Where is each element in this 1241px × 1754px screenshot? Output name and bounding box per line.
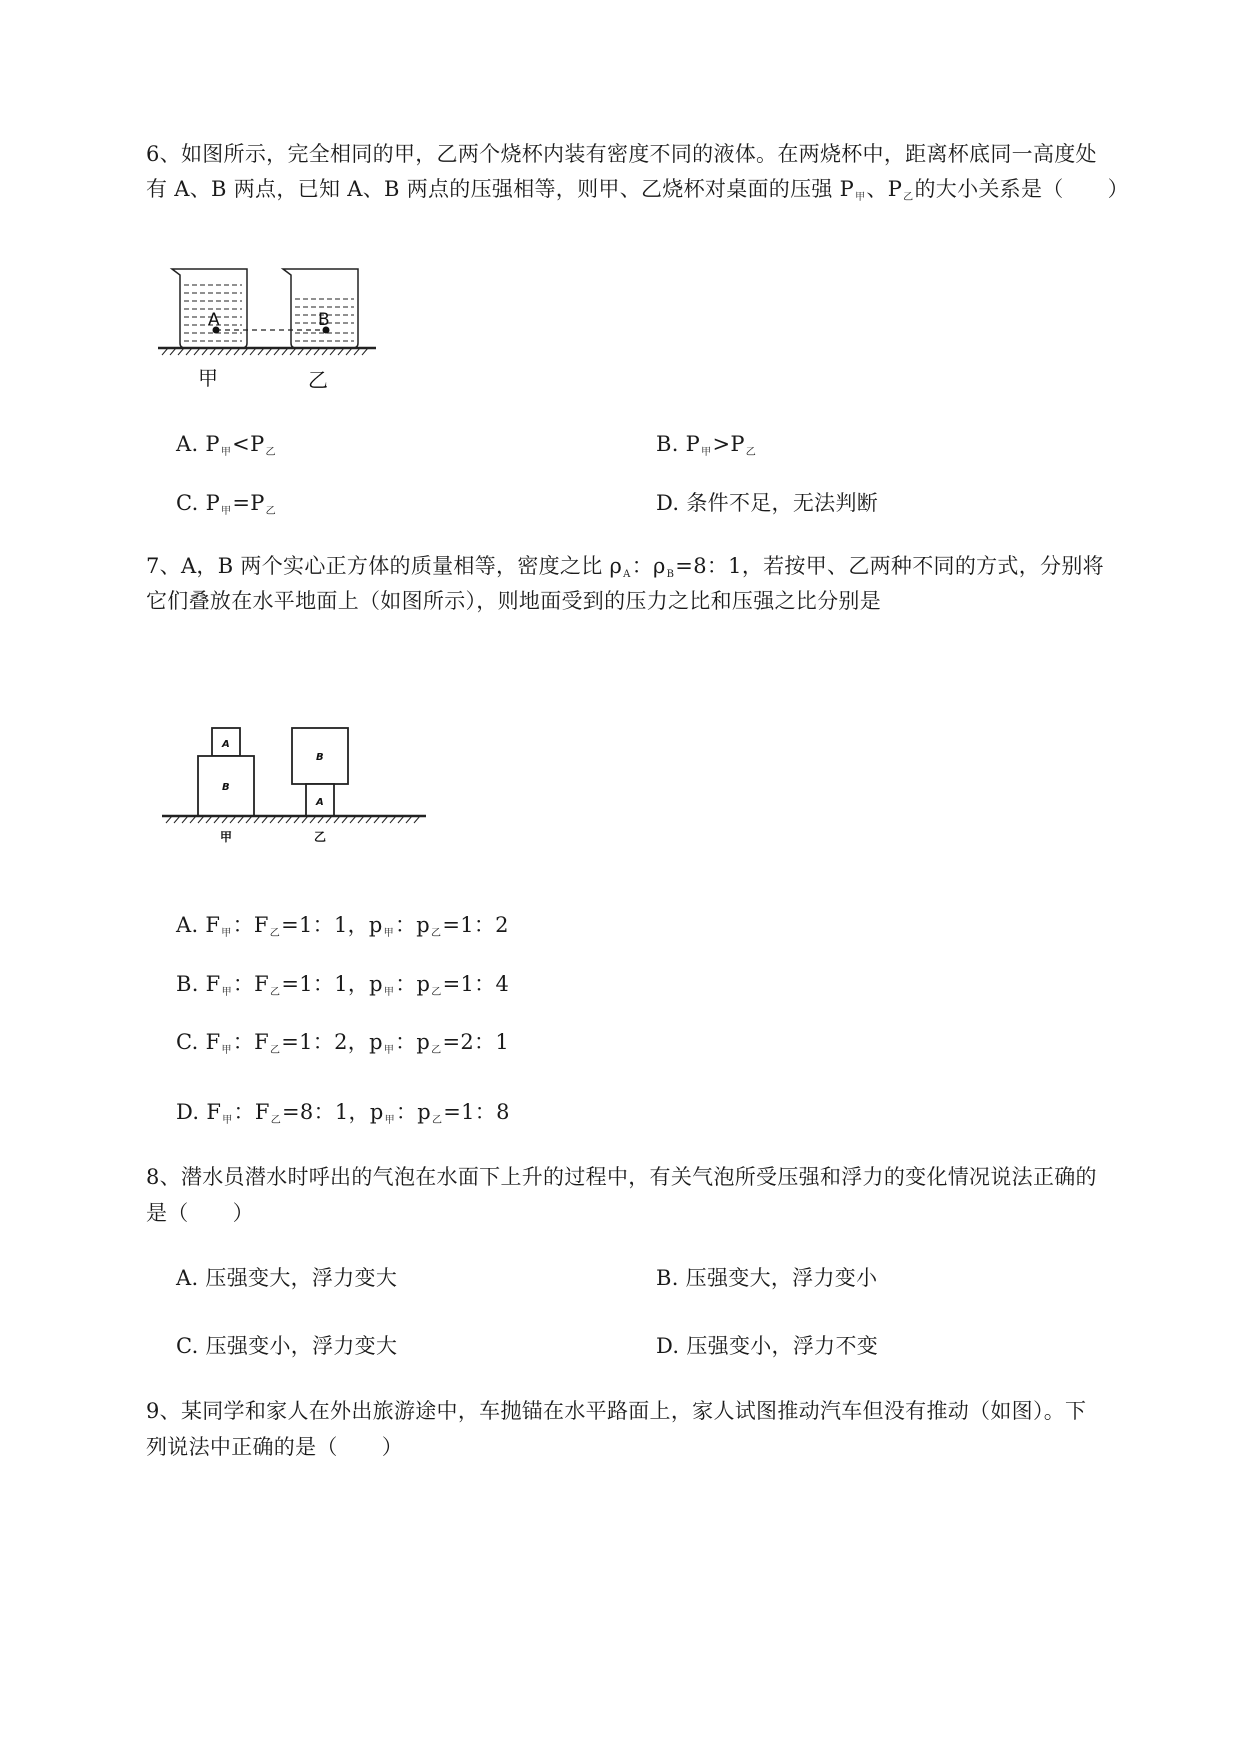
q6-option-d[interactable]: D. 条件不足，无法判断 — [656, 491, 879, 515]
q7-stem-line2: 它们叠放在水平地面上（如图所示），则地面受到的压力之比和压强之比分别是 — [146, 589, 881, 613]
q7-fig-jia-label-b: B — [222, 782, 230, 793]
q7-option-c-sub3: 甲 — [383, 1045, 395, 1056]
q7-stem-text: 7、A，B 两个实心正方体的质量相等，密度之比 ρ — [146, 554, 623, 578]
q7-option-b-colon-f: ：F — [232, 972, 270, 996]
q7-option-d-letter: D. F — [176, 1100, 222, 1124]
q6-option-a[interactable] — [176, 432, 277, 465]
q7-fig-label-jia: 甲 — [220, 830, 233, 844]
q6-stem-line1: 6、如图所示，完全相同的甲，乙两个烧杯内装有密度不同的液体。在两烧杯中，距离杯底同一高度处 — [146, 142, 1097, 166]
q6-stem-line2 — [146, 177, 1156, 210]
q7-sub-a: A — [623, 569, 631, 580]
q8-stem-line2 — [146, 1201, 1156, 1225]
q7-option-d-sub2: 乙 — [270, 1115, 282, 1126]
q6-option-b-sub-yi: 乙 — [745, 447, 757, 458]
q7-option-c-sub2: 乙 — [269, 1045, 281, 1056]
q7-option-d-colon-p: ：p — [395, 1100, 431, 1124]
q7-option-b-colon-p: ：p — [395, 972, 431, 996]
q6-option-c-prefix: C. P — [176, 491, 220, 515]
q7-fig-yi-label-a: A — [316, 797, 324, 808]
q8-option-b[interactable]: B. 压强变大，浮力变小 — [656, 1266, 878, 1290]
q6-close-bracket: ） — [1107, 177, 1129, 201]
q6-option-c-sub-jia: 甲 — [221, 506, 232, 517]
q7-fig-jia-label-a: A — [222, 739, 230, 750]
q7-option-a-colon-p: ：p — [394, 913, 431, 937]
q7-option-d-sub1: 甲 — [222, 1115, 233, 1126]
q6-option-c-mid: =P — [232, 491, 265, 515]
q6-beaker-figure — [150, 255, 390, 395]
q9-stem-line2 — [146, 1435, 1156, 1459]
q7-option-b-sub1: 甲 — [221, 987, 232, 998]
q8-option-a[interactable]: A. 压强变大，浮力变大 — [176, 1266, 398, 1290]
q6-option-a-sub-jia: 甲 — [220, 447, 232, 458]
q7-option-d-sub4: 乙 — [431, 1115, 443, 1126]
q6-option-c-sub-yi: 乙 — [265, 506, 276, 517]
q7-option-a-sub2: 乙 — [269, 928, 281, 939]
q6-sub-yi: 乙 — [903, 192, 914, 203]
q7-fig-yi-label-b: B — [316, 752, 324, 763]
q7-option-d[interactable] — [176, 1100, 510, 1133]
q8-stem-text: 是（ — [146, 1201, 189, 1225]
q6-option-a-mid: <P — [232, 432, 265, 456]
q6-option-b-prefix: B. P — [656, 432, 701, 456]
q6-fig-label-a: A — [208, 310, 220, 330]
q7-option-c-colon-f: ：F — [232, 1030, 269, 1054]
q7-option-a-sub3: 甲 — [383, 928, 394, 939]
q7-option-a-colon-f: ：F — [232, 913, 269, 937]
q7-option-b-sub2: 乙 — [270, 987, 281, 998]
q7-option-c[interactable] — [176, 1030, 509, 1063]
q6-stem-text: 有 A、B 两点，已知 A、B 两点的压强相等，则甲、乙烧杯对桌面的压强 P — [146, 177, 855, 201]
q6-option-b[interactable] — [656, 432, 757, 465]
q6-fig-label-jia: 甲 — [198, 366, 218, 390]
q7-option-a-letter: A. F — [176, 913, 221, 937]
q7-fig-label-yi: 乙 — [314, 830, 327, 844]
q7-option-a[interactable] — [176, 913, 509, 946]
q7-option-b-f-ratio: =1：1，p — [281, 972, 383, 996]
q7-option-d-f-ratio: =8：1，p — [282, 1100, 384, 1124]
q7-option-c-f-ratio: =1：2，p — [281, 1030, 383, 1054]
q8-option-d[interactable]: D. 压强变小，浮力不变 — [656, 1334, 879, 1358]
q6-fig-label-yi: 乙 — [308, 368, 328, 392]
q9-stem-line1: 9、某同学和家人在外出旅游途中，车抛锚在水平路面上，家人试图推动汽车但没有推动（如图）。下 — [146, 1399, 1087, 1423]
q7-option-a-f-ratio: =1：1，p — [281, 913, 383, 937]
q6-fig-label-b: B — [318, 310, 330, 330]
q7-option-b-letter: B. F — [176, 972, 221, 996]
q7-option-b-sub3: 甲 — [383, 987, 395, 998]
q7-sub-b: B — [666, 569, 675, 580]
q8-close-bracket: ） — [232, 1201, 254, 1225]
q7-stem-tail: =8：1，若按甲、乙两种不同的方式，分别将 — [675, 554, 1104, 578]
q7-option-d-sub3: 甲 — [384, 1115, 395, 1126]
q9-close-bracket: ） — [381, 1435, 404, 1459]
q7-option-a-sub1: 甲 — [221, 928, 232, 939]
q7-option-c-sub4: 乙 — [431, 1045, 442, 1056]
q7-option-c-sub1: 甲 — [221, 1045, 232, 1056]
q6-sub-jia: 甲 — [855, 192, 866, 203]
q7-option-a-p-ratio: =1：2 — [442, 913, 509, 937]
q9-stem-text: 列说法中正确的是（ — [146, 1435, 338, 1459]
q6-option-b-sub-jia: 甲 — [701, 447, 712, 458]
q7-option-b[interactable] — [176, 972, 509, 1005]
q7-option-d-p-ratio: =1：8 — [443, 1100, 510, 1124]
q7-option-d-colon-f: ：F — [233, 1100, 270, 1124]
q8-option-c[interactable]: C. 压强变小，浮力变大 — [176, 1334, 398, 1358]
q7-colon-rho: ：ρ — [631, 554, 666, 578]
q6-option-b-mid: >P — [712, 432, 745, 456]
q6-option-a-sub-yi: 乙 — [265, 447, 276, 458]
q6-sep: 、P — [866, 177, 903, 201]
q6-option-c[interactable] — [176, 491, 277, 524]
q7-cubes-figure — [158, 724, 433, 859]
q7-option-b-sub4: 乙 — [431, 987, 442, 998]
q7-option-c-colon-p: ：p — [395, 1030, 431, 1054]
q7-option-c-letter: C. F — [176, 1030, 221, 1054]
q6-option-a-prefix: A. P — [176, 432, 220, 456]
q7-option-c-p-ratio: =2：1 — [442, 1030, 510, 1054]
q7-stem-line1 — [146, 554, 1156, 587]
q8-stem-line1: 8、潜水员潜水时呼出的气泡在水面下上升的过程中，有关气泡所受压强和浮力的变化情况说法正确的 — [146, 1165, 1097, 1189]
q6-stem-tail: 的大小关系是（ — [914, 177, 1064, 201]
q7-option-b-p-ratio: =1：4 — [442, 972, 510, 996]
q7-option-a-sub4: 乙 — [431, 928, 442, 939]
